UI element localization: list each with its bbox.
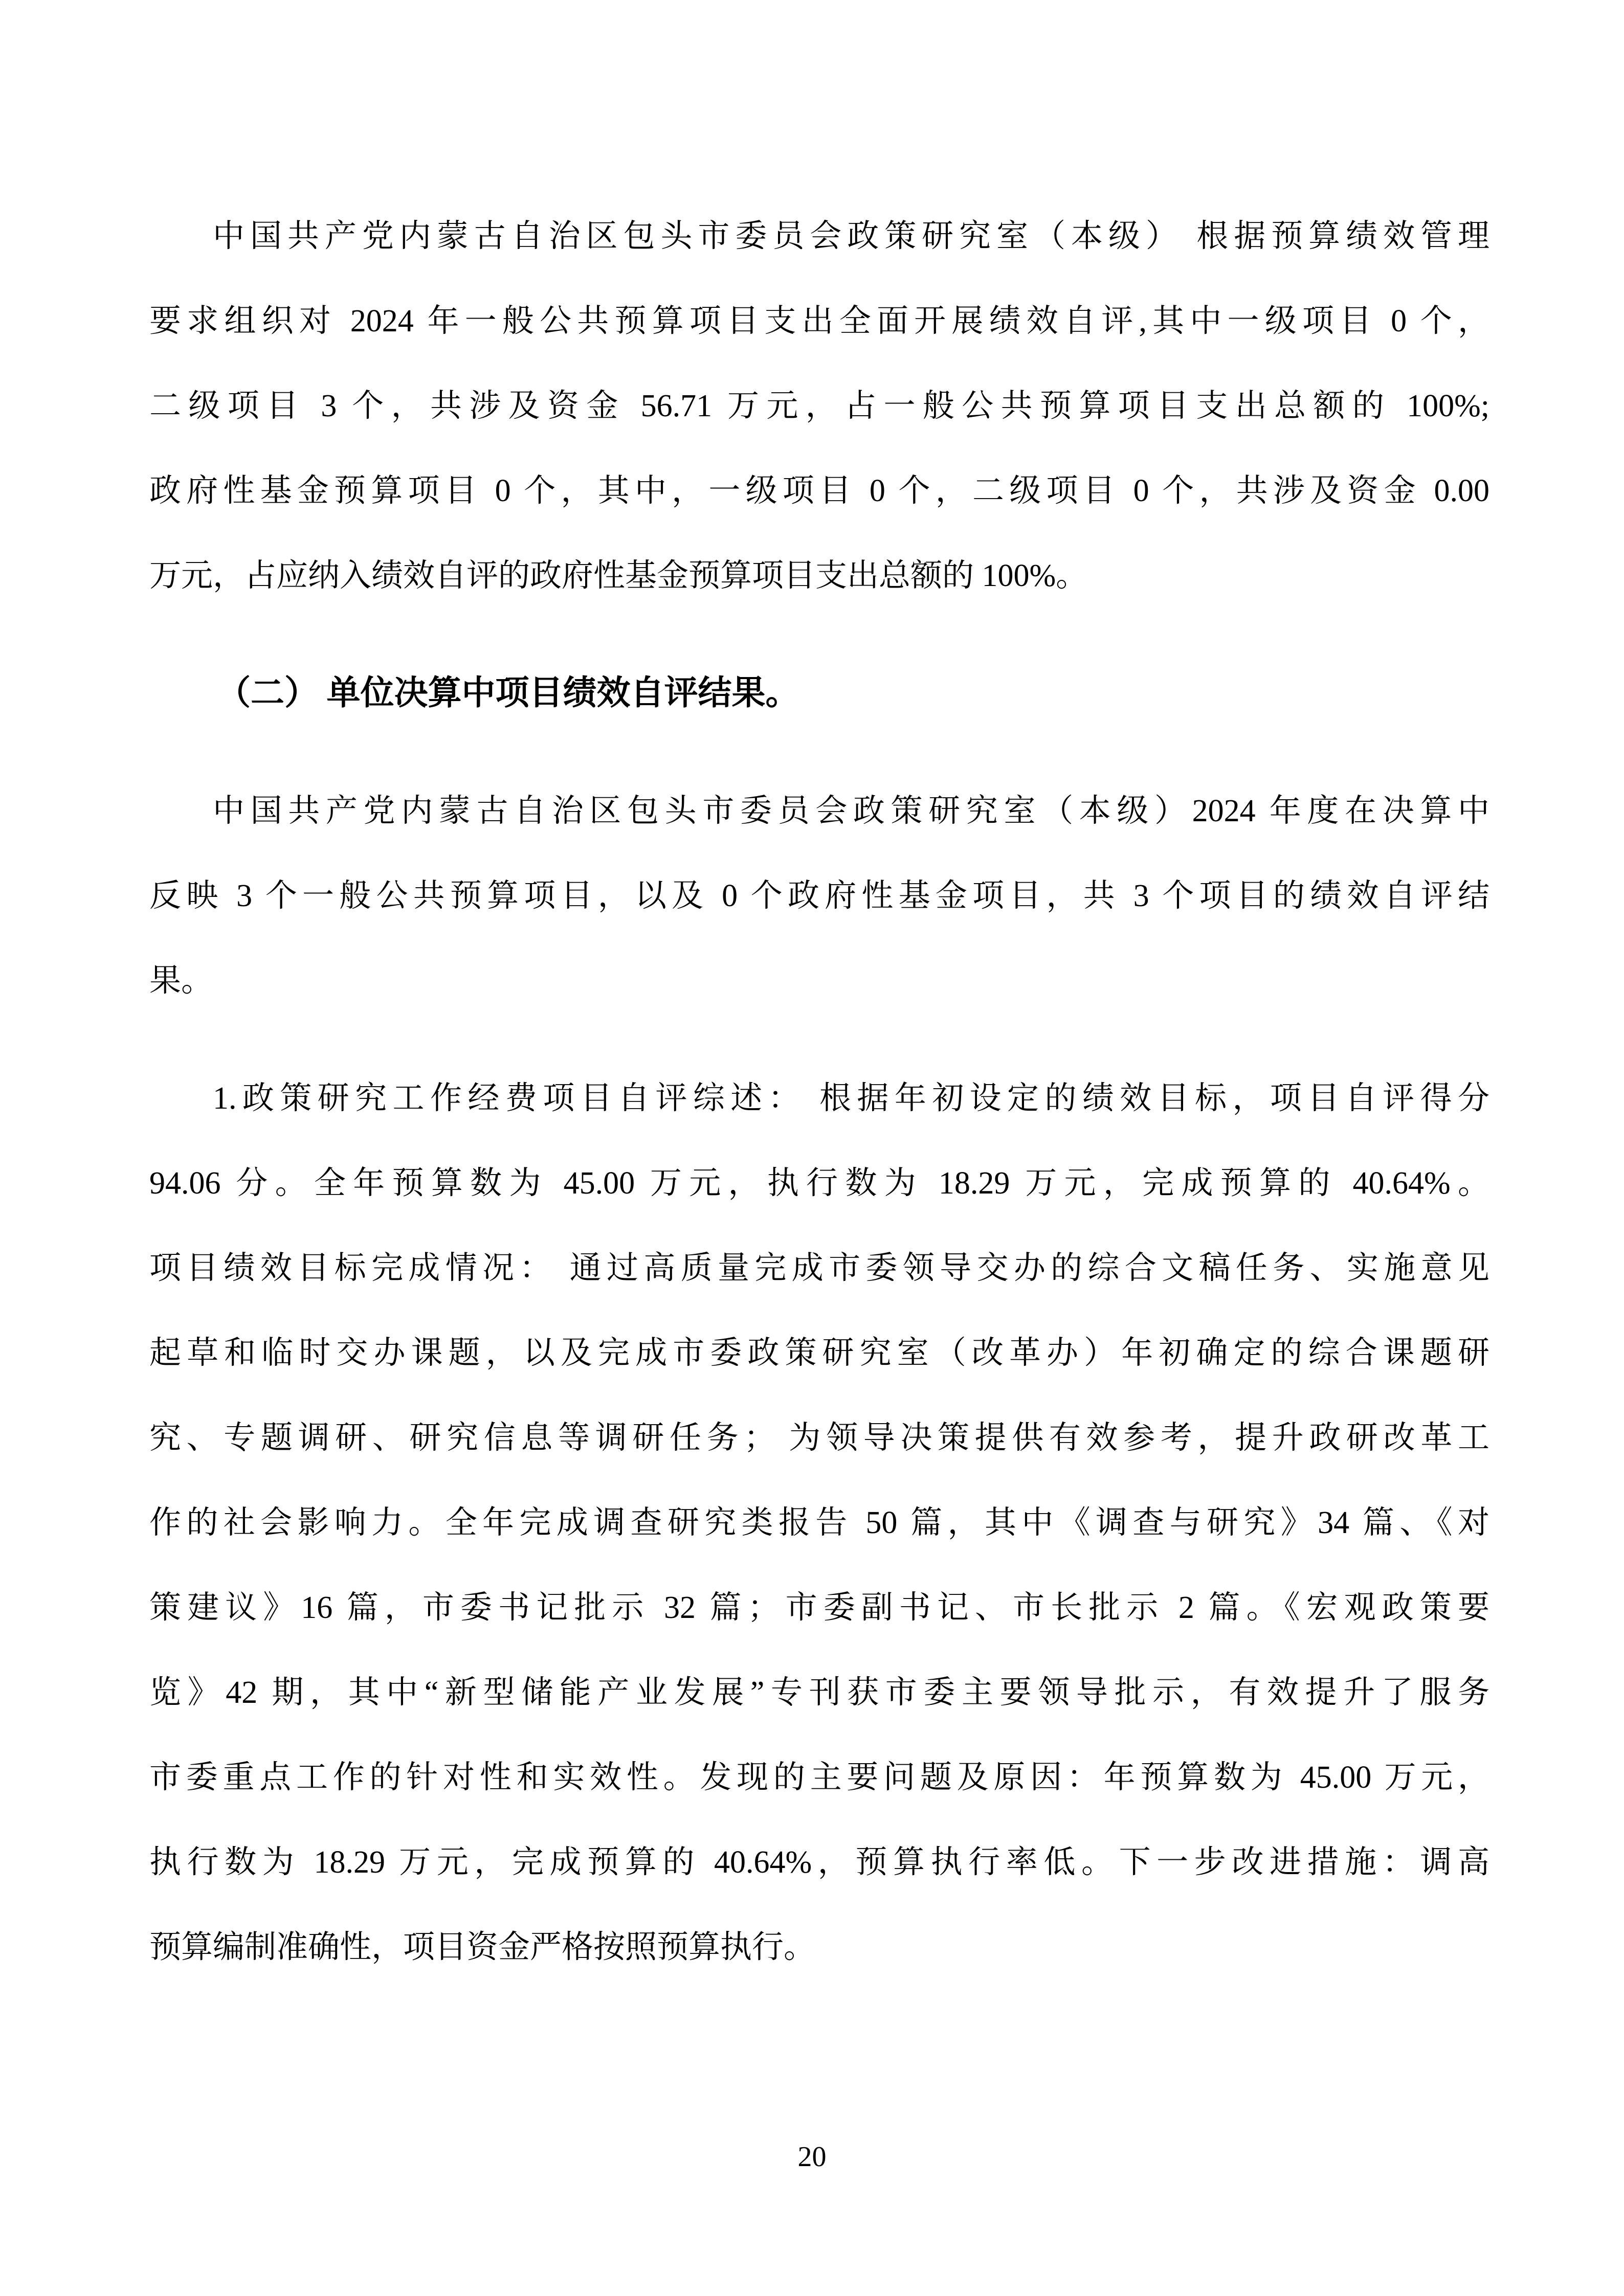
text-line: 策建议》16 篇，市委书记批示 32 篇；市委副书记、市长批示 2 篇。《宏观政策要 [149,1590,1489,1625]
text-line: 览》42 期，其中“新型储能产业发展”专刊获市委主要领导批示，有效提升了服务 [149,1675,1489,1710]
text-line: 万元，占应纳入绩效自评的政府性基金预算项目支出总额的 100%。 [149,558,1088,593]
section-heading [149,651,1489,736]
paragraph [149,194,1489,618]
text-line: 预算编制准确性，项目资金严格按照预算执行。 [149,1930,816,1965]
text-line: 二级项目 3 个，共涉及资金 56.71 万元，占一般公共预算项目支出总额的 100%; [149,389,1489,423]
text-line: 市委重点工作的针对性和实效性。发现的主要问题及原因：年预算数为 45.00 万元， [149,1760,1489,1795]
text-line: 究、专题调研、研究信息等调研任务； 为领导决策提供有效参考，提升政研改革工 [149,1421,1489,1455]
text-line: 中国共产党内蒙古自治区包头市委员会政策研究室（本级） 根据预算绩效管理 [213,219,1489,254]
document-body [149,194,1489,1990]
paragraph [149,769,1489,1023]
text-line: 1.政策研究工作经费项目自评综述： 根据年初设定的绩效目标，项目自评得分 [213,1081,1489,1116]
text-line: 要求组织对 2024 年一般公共预算项目支出全面开展绩效自评,其中一级项目 0 个， [149,304,1489,339]
text-line: 执行数为 18.29 万元，完成预算的 40.64%，预算执行率低。下一步改进措施：调高 [149,1845,1489,1880]
text-line: 作的社会影响力。全年完成调查研究类报告 50 篇，其中《调查与研究》34 篇、《对 [149,1505,1489,1540]
text-line: 中国共产党内蒙古自治区包头市委员会政策研究室（本级）2024 年度在决算中 [213,794,1489,828]
text-line: 反映 3 个一般公共预算项目，以及 0 个政府性基金项目，共 3 个项目的绩效自评结 [149,879,1489,913]
text-line: （二） 单位决算中项目绩效自评结果。 [217,674,799,712]
text-line: 起草和临时交办课题，以及完成市委政策研究室（改革办）年初确定的综合课题研 [149,1336,1489,1370]
text-line: 94.06 分。全年预算数为 45.00 万元，执行数为 18.29 万元，完成预算的 40.64%。 [149,1166,1489,1201]
paragraph [149,1056,1489,1990]
text-line: 政府性基金预算项目 0 个，其中，一级项目 0 个，二级项目 0 个，共涉及资金 0.00 [149,474,1489,508]
page-number: 20 [797,2141,827,2173]
text-line: 项目绩效目标完成情况： 通过高质量完成市委领导交办的综合文稿任务、实施意见 [149,1251,1489,1286]
text-line: 果。 [149,963,213,998]
